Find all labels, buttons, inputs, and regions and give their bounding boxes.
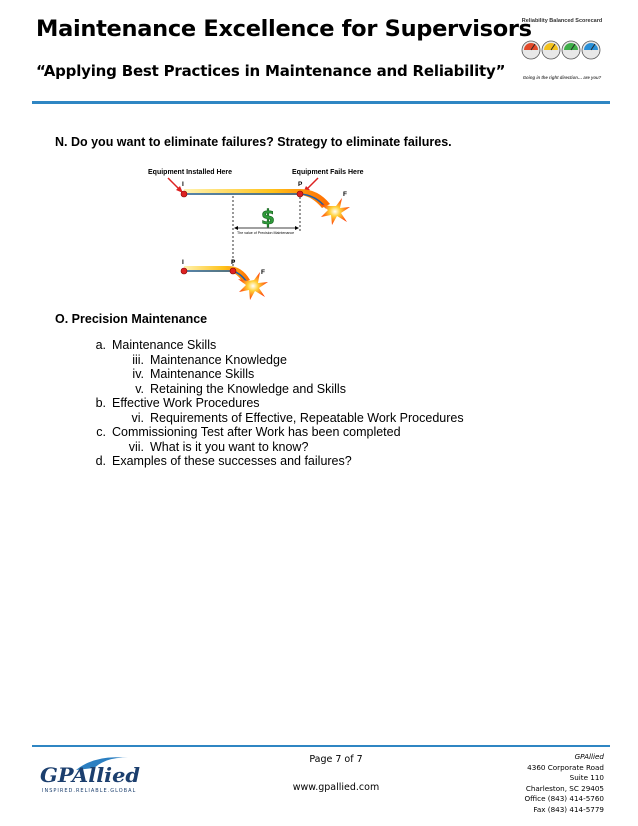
outline-subitem-label: v. — [135, 381, 144, 396]
outline-subitem-label: vii. — [128, 439, 144, 454]
label-i: I — [182, 181, 184, 188]
address-fax: Fax (843) 414-5779 — [533, 804, 604, 814]
logo-tagline: INSPIRED.RELIABLE.GLOBAL — [42, 788, 137, 794]
point-i-marker-2 — [181, 268, 187, 274]
address-company: GPAllied — [574, 752, 604, 761]
arrow-installed-icon — [168, 178, 183, 193]
address-line3: Charleston, SC 29405 — [525, 783, 604, 793]
outline-subitem — [126, 367, 254, 381]
gauge-dial-icon — [582, 41, 600, 59]
outline-subitem-text: Requirements of Effective, Repeatable Work Procedures — [150, 410, 464, 425]
label-i-2: I — [182, 259, 184, 266]
outline-subitem — [126, 440, 308, 454]
gauge-icons — [521, 38, 603, 62]
outline-item — [92, 454, 352, 468]
gauge-dial-icon — [542, 41, 560, 59]
footer-divider — [32, 745, 610, 747]
page-number: Page 7 of 7 — [309, 754, 363, 765]
label-p-2: P — [231, 259, 236, 266]
outline-subitem — [126, 353, 287, 367]
outline-item-text: Commissioning Test after Work has been completed — [112, 425, 401, 439]
section-n-heading: N. Do you want to eliminate failures? Strategy to eliminate failures. — [55, 135, 452, 149]
scorecard-title: Reliability Balanced Scorecard — [521, 18, 603, 24]
company-address — [525, 752, 604, 816]
outline-subitem — [126, 382, 346, 396]
outline-item-text: Effective Work Procedures — [112, 396, 260, 410]
outline-subitem-text: What is it you want to know? — [150, 439, 309, 454]
value-label: The value of Precision Maintenance — [237, 231, 295, 235]
header-divider — [32, 101, 610, 104]
label-installed: Equipment Installed Here — [148, 169, 233, 176]
section-o-heading: O. Precision Maintenance — [55, 312, 208, 326]
logo-wordmark: GPAllied — [40, 763, 141, 787]
outline-item-label: b. — [95, 396, 106, 410]
point-i-marker — [181, 191, 187, 197]
outline-item-label: d. — [95, 454, 106, 468]
scorecard-tagline: Going in the right direction… are you? — [522, 75, 602, 80]
outline-subitem — [126, 411, 464, 425]
gpallied-logo — [36, 752, 186, 797]
outline-subitem-text: Maintenance Knowledge — [150, 352, 287, 367]
label-f: F — [343, 191, 347, 198]
address-office: Office (843) 414-5760 — [524, 794, 604, 804]
outline-item — [92, 338, 216, 352]
address-line1: 4360 Corporate Road — [527, 762, 604, 772]
gauge-dial-icon — [522, 41, 540, 59]
document-title: Maintenance Excellence for Supervisors — [36, 16, 532, 42]
outline-item — [92, 425, 401, 439]
address-line2: Suite 110 — [569, 773, 604, 783]
point-p-marker-2 — [230, 268, 236, 274]
point-p-marker — [297, 191, 303, 197]
label-p: P — [298, 181, 303, 188]
label-f-2: F — [261, 269, 265, 276]
scorecard-badge — [513, 14, 611, 82]
outline-item-text: Maintenance Skills — [112, 338, 217, 352]
outline-subitem-text: Retaining the Knowledge and Skills — [150, 381, 346, 396]
outline-item-label: a. — [95, 338, 106, 352]
outline-item-text: Examples of these successes and failures? — [112, 454, 352, 468]
top-curve — [184, 189, 330, 208]
failure-strategy-diagram — [140, 162, 380, 312]
outline-item — [92, 396, 260, 410]
document-subtitle: “Applying Best Practices in Maintenance and Reliability” — [36, 62, 506, 80]
outline-subitem-label: iii. — [132, 352, 144, 367]
gauge-icon — [522, 41, 600, 59]
gauge-dial-icon — [562, 41, 580, 59]
outline-subitem-text: Maintenance Skills — [150, 367, 255, 381]
dollar-icon: $ — [261, 205, 275, 229]
outline-subitem-label: vi. — [131, 410, 144, 425]
label-fails: Equipment Fails Here — [292, 169, 364, 176]
website-link[interactable]: www.gpallied.com — [292, 782, 380, 793]
outline-item-label: c. — [96, 425, 106, 439]
outline-subitem-label: iv. — [132, 367, 144, 381]
